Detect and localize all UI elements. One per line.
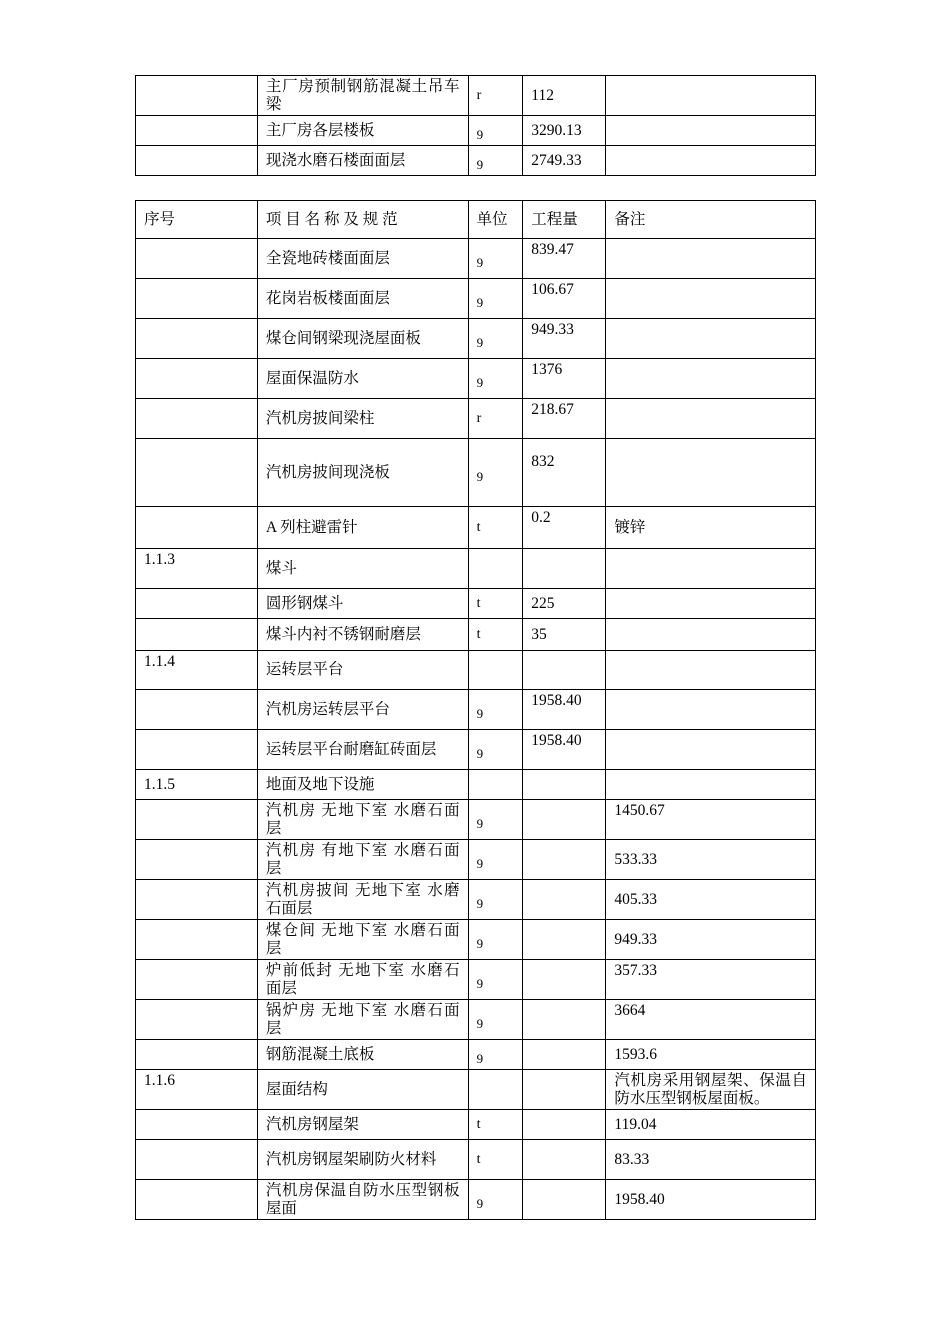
name-cell: 全瓷地砖楼面面层 — [257, 239, 468, 279]
table-row — [136, 651, 816, 690]
seq-cell — [136, 730, 258, 770]
unit-cell: 9 — [468, 439, 523, 507]
qty-cell: 839.47 — [523, 239, 606, 279]
unit-cell — [468, 1070, 523, 1110]
table-row — [136, 770, 816, 800]
seq-cell — [136, 619, 258, 651]
table-row — [136, 880, 816, 920]
note-cell — [606, 319, 816, 359]
qty-cell: 949.33 — [523, 319, 606, 359]
note-cell — [606, 619, 816, 651]
unit-cell — [468, 770, 523, 800]
table-row — [136, 589, 816, 619]
note-cell — [606, 651, 816, 690]
table-row — [136, 116, 816, 146]
note-cell — [606, 549, 816, 589]
seq-cell — [136, 1000, 258, 1040]
seq-cell — [136, 920, 258, 960]
qty-cell: 1376 — [523, 359, 606, 399]
qty-cell — [523, 1000, 606, 1040]
table-row — [136, 1140, 816, 1180]
qty-cell — [523, 920, 606, 960]
table-row — [136, 399, 816, 439]
seq-cell — [136, 319, 258, 359]
seq-cell — [136, 359, 258, 399]
header-note: 备注 — [606, 201, 816, 239]
unit-cell: 9 — [468, 730, 523, 770]
note-cell — [606, 730, 816, 770]
note-cell: 1593.6 — [606, 1040, 816, 1070]
note-cell — [606, 589, 816, 619]
seq-cell — [136, 1180, 258, 1220]
seq-cell — [136, 1140, 258, 1180]
table-row — [136, 690, 816, 730]
unit-cell: 9 — [468, 920, 523, 960]
table-row — [136, 800, 816, 840]
note-cell: 83.33 — [606, 1140, 816, 1180]
name-cell: 汽机房披间梁柱 — [257, 399, 468, 439]
seq-cell — [136, 589, 258, 619]
table-row — [136, 619, 816, 651]
qty-cell — [523, 1180, 606, 1220]
name-cell: 汽机房披间现浇板 — [257, 439, 468, 507]
table-row — [136, 1000, 816, 1040]
unit-cell: r — [468, 76, 523, 116]
unit-cell: 9 — [468, 1180, 523, 1220]
unit-cell: 9 — [468, 1000, 523, 1040]
name-cell: 汽机房 无地下室 水磨石面层 — [257, 800, 468, 840]
qty-cell — [523, 1140, 606, 1180]
unit-cell: 9 — [468, 239, 523, 279]
seq-cell: 1.1.6 — [136, 1070, 258, 1110]
name-cell: A 列柱避雷针 — [257, 507, 468, 549]
qty-cell — [523, 800, 606, 840]
seq-cell: 1.1.3 — [136, 549, 258, 589]
name-cell: 现浇水磨石楼面面层 — [257, 146, 468, 176]
note-cell — [606, 399, 816, 439]
table-row — [136, 1040, 816, 1070]
name-cell: 圆形钢煤斗 — [257, 589, 468, 619]
qty-cell: 832 — [523, 439, 606, 507]
name-cell: 屋面保温防水 — [257, 359, 468, 399]
qty-cell: 1958.40 — [523, 730, 606, 770]
name-cell: 花岗岩板楼面面层 — [257, 279, 468, 319]
header-unit: 单位 — [468, 201, 523, 239]
seq-cell — [136, 439, 258, 507]
note-cell: 119.04 — [606, 1110, 816, 1140]
seq-cell — [136, 840, 258, 880]
table-row — [136, 359, 816, 399]
unit-cell: t — [468, 507, 523, 549]
note-cell — [606, 359, 816, 399]
qty-cell — [523, 770, 606, 800]
header-name: 项 目 名 称 及 规 范 — [257, 201, 468, 239]
qty-cell: 0.2 — [523, 507, 606, 549]
unit-cell: 9 — [468, 1040, 523, 1070]
qty-cell: 1958.40 — [523, 690, 606, 730]
name-cell: 地面及地下设施 — [257, 770, 468, 800]
note-cell: 汽机房采用钢屋架、保温自防水压型钢板屋面板。 — [606, 1070, 816, 1110]
seq-cell — [136, 880, 258, 920]
unit-cell: 9 — [468, 840, 523, 880]
name-cell: 锅炉房 无地下室 水磨石面层 — [257, 1000, 468, 1040]
name-cell: 汽机房披间 无地下室 水磨石面层 — [257, 880, 468, 920]
table-row — [136, 549, 816, 589]
name-cell: 煤仓间 无地下室 水磨石面层 — [257, 920, 468, 960]
table-row — [136, 920, 816, 960]
qty-cell — [523, 1070, 606, 1110]
header-seq: 序号 — [136, 201, 258, 239]
name-cell: 煤仓间钢梁现浇屋面板 — [257, 319, 468, 359]
seq-cell — [136, 76, 258, 116]
unit-cell: 9 — [468, 800, 523, 840]
seq-cell — [136, 399, 258, 439]
table-row — [136, 76, 816, 116]
qty-cell: 35 — [523, 619, 606, 651]
unit-cell: 9 — [468, 116, 523, 146]
note-cell: 357.33 — [606, 960, 816, 1000]
seq-cell — [136, 1110, 258, 1140]
unit-cell: 9 — [468, 960, 523, 1000]
table-row — [136, 730, 816, 770]
table-row — [136, 507, 816, 549]
qty-cell — [523, 1110, 606, 1140]
name-cell: 汽机房 有地下室 水磨石面层 — [257, 840, 468, 880]
name-cell: 钢筋混凝土底板 — [257, 1040, 468, 1070]
unit-cell: t — [468, 619, 523, 651]
name-cell: 屋面结构 — [257, 1070, 468, 1110]
note-cell — [606, 116, 816, 146]
unit-cell — [468, 651, 523, 690]
seq-cell: 1.1.4 — [136, 651, 258, 690]
name-cell: 汽机房运转层平台 — [257, 690, 468, 730]
seq-cell — [136, 960, 258, 1000]
unit-cell: 9 — [468, 279, 523, 319]
seq-cell — [136, 279, 258, 319]
seq-cell — [136, 239, 258, 279]
table-header-row — [136, 201, 816, 239]
table-row — [136, 279, 816, 319]
note-cell: 405.33 — [606, 880, 816, 920]
unit-cell: 9 — [468, 690, 523, 730]
name-cell: 煤斗内衬不锈钢耐磨层 — [257, 619, 468, 651]
seq-cell — [136, 1040, 258, 1070]
note-cell — [606, 279, 816, 319]
seq-cell — [136, 146, 258, 176]
unit-cell: 9 — [468, 880, 523, 920]
table-row — [136, 1070, 816, 1110]
name-cell: 汽机房保温自防水压型钢板屋面 — [257, 1180, 468, 1220]
qty-cell: 112 — [523, 76, 606, 116]
name-cell: 主厂房预制钢筋混凝土吊车梁 — [257, 76, 468, 116]
name-cell: 汽机房钢屋架 — [257, 1110, 468, 1140]
qty-cell — [523, 880, 606, 920]
table-row — [136, 439, 816, 507]
name-cell: 汽机房钢屋架刷防火材料 — [257, 1140, 468, 1180]
name-cell: 运转层平台 — [257, 651, 468, 690]
unit-cell: t — [468, 589, 523, 619]
unit-cell: 9 — [468, 319, 523, 359]
qty-cell: 225 — [523, 589, 606, 619]
note-cell — [606, 770, 816, 800]
seq-cell: 1.1.5 — [136, 770, 258, 800]
unit-cell: 9 — [468, 359, 523, 399]
qty-cell — [523, 651, 606, 690]
note-cell — [606, 146, 816, 176]
note-cell: 3664 — [606, 1000, 816, 1040]
qty-cell: 3290.13 — [523, 116, 606, 146]
note-cell — [606, 439, 816, 507]
note-cell — [606, 239, 816, 279]
continuation-table — [135, 75, 816, 176]
name-cell: 煤斗 — [257, 549, 468, 589]
qty-cell — [523, 960, 606, 1000]
seq-cell — [136, 507, 258, 549]
note-cell — [606, 690, 816, 730]
unit-cell: t — [468, 1140, 523, 1180]
note-cell — [606, 76, 816, 116]
note-cell: 1450.67 — [606, 800, 816, 840]
qty-cell — [523, 549, 606, 589]
name-cell: 炉前低封 无地下室 水磨石面层 — [257, 960, 468, 1000]
seq-cell — [136, 116, 258, 146]
unit-cell: t — [468, 1110, 523, 1140]
quantities-table — [135, 200, 816, 1220]
qty-cell — [523, 1040, 606, 1070]
table-row — [136, 840, 816, 880]
table-row — [136, 239, 816, 279]
qty-cell: 2749.33 — [523, 146, 606, 176]
seq-cell — [136, 690, 258, 730]
table-row — [136, 319, 816, 359]
qty-cell: 106.67 — [523, 279, 606, 319]
table-row — [136, 1180, 816, 1220]
unit-cell: 9 — [468, 146, 523, 176]
table-row — [136, 960, 816, 1000]
seq-cell — [136, 800, 258, 840]
header-qty: 工程量 — [523, 201, 606, 239]
unit-cell — [468, 549, 523, 589]
unit-cell: r — [468, 399, 523, 439]
note-cell: 533.33 — [606, 840, 816, 880]
qty-cell — [523, 840, 606, 880]
qty-cell: 218.67 — [523, 399, 606, 439]
note-cell: 镀锌 — [606, 507, 816, 549]
table-row — [136, 1110, 816, 1140]
note-cell: 1958.40 — [606, 1180, 816, 1220]
table-row — [136, 146, 816, 176]
name-cell: 运转层平台耐磨缸砖面层 — [257, 730, 468, 770]
name-cell: 主厂房各层楼板 — [257, 116, 468, 146]
note-cell: 949.33 — [606, 920, 816, 960]
